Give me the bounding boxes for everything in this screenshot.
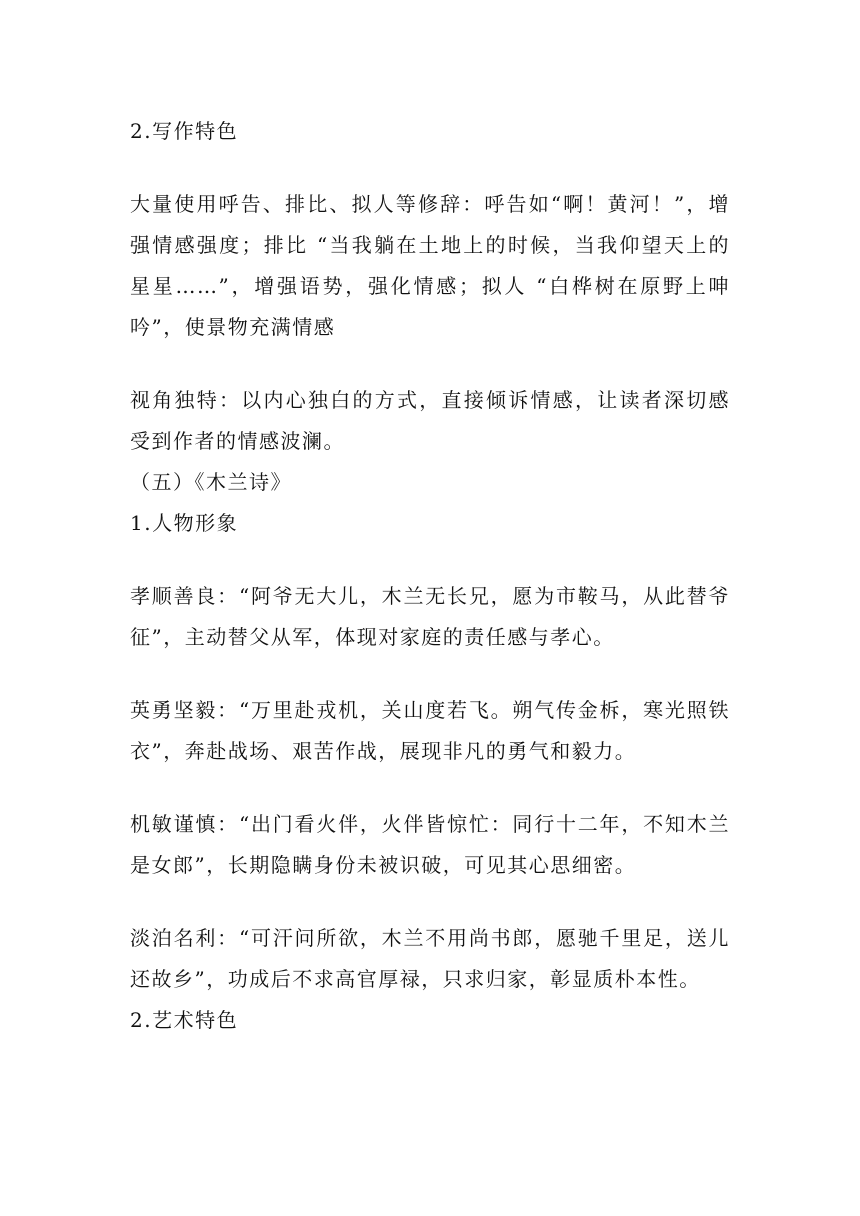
section-heading-mulan-poem: （五）《木兰诗》	[130, 470, 292, 494]
paragraph-perspective: 视角独特：以内心独白的方式，直接倾诉情感，让读者深切感受到作者的情感波澜。	[130, 388, 730, 453]
paragraph-filial: 孝顺善良：“阿爷无大儿，木兰无长兄，愿为市鞍马，从此替爷征”，主动替父从军，体现对家庭的责任感与孝心。	[130, 584, 730, 649]
section-heading-writing-features: 2.写作特色	[130, 119, 239, 143]
section-heading-character-image: 1.人物形象	[130, 511, 239, 535]
section-heading-artistic-features: 2.艺术特色	[130, 1008, 239, 1032]
paragraph-brave: 英勇坚毅：“万里赴戎机，关山度若飞。朔气传金柝，寒光照铁衣”，奔赴战场、艰苦作战，展现非凡的勇气和毅力。	[130, 698, 730, 763]
paragraph-indifferent-to-fame: 淡泊名利：“可汗问所欲，木兰不用尚书郎，愿驰千里足，送儿还故乡”，功成后不求高官厚禄，只求归家，彰显质朴本性。	[130, 926, 730, 991]
paragraph-clever: 机敏谨慎：“出门看火伴，火伴皆惊忙：同行十二年，不知木兰是女郎”，长期隐瞒身份未被识破，可见其心思细密。	[130, 812, 730, 877]
paragraph-rhetoric: 大量使用呼告、排比、拟人等修辞：呼告如“啊！黄河！”，增强情感强度；排比 “当我躺在土地上的时候，当我仰望天上的星星……”，增强语势，强化情感；拟人 “白桦树在原野上呻吟”，使景物充满情感	[130, 192, 730, 339]
document-body	[130, 111, 730, 1041]
